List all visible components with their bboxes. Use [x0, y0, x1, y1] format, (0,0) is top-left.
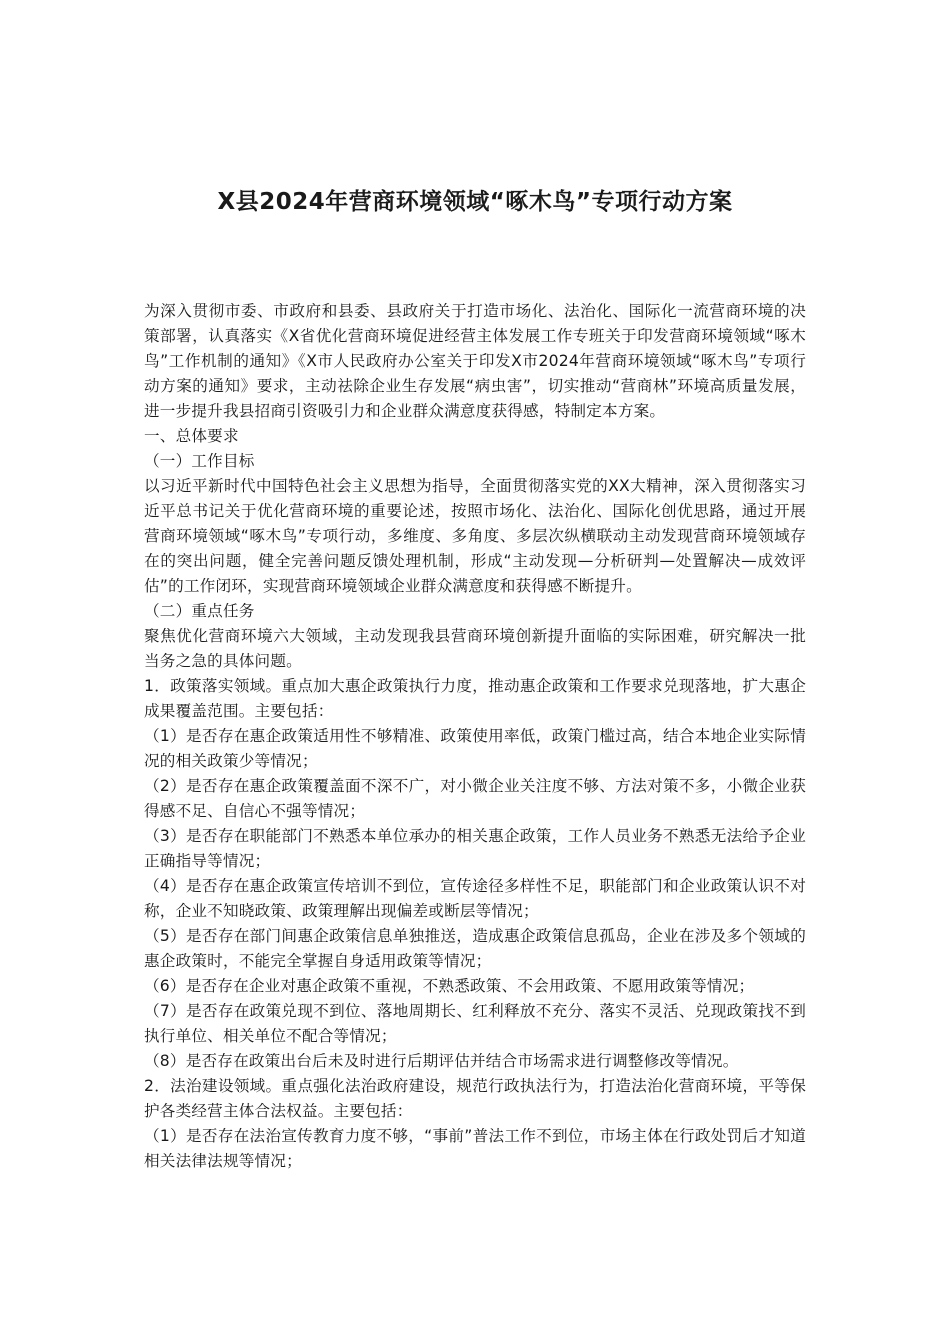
- list-item: （5）是否存在部门间惠企政策信息单独推送，造成惠企政策信息孤岛，企业在涉及多个领域的惠企政策时，不能完全掌握自身适用政策等情况；: [144, 927, 806, 970]
- list-item: （6）是否存在企业对惠企政策不重视，不熟悉政策、不会用政策、不愿用政策等情况；: [144, 977, 755, 995]
- paragraph-intro: 为深入贯彻市委、市政府和县委、县政府关于打造市场化、法治化、国际化一流营商环境的决策部署，认真落实《X省优化营商环境促进经营主体发展工作专班关于印发营商环境领域“啄木鸟”工作机制的通知》《X市人民政府办公室关于印发X市2024年营商环境领域“啄木鸟”专项行动方案的通知》要求，主动祛除企业生存发展“病虫害”，切实推动“营商林”环境高质量发展，进一步提升我县招商引资吸引力和企业群众满意度获得感，特制定本方案。: [144, 302, 806, 420]
- item-policy-implementation: 1．政策落实领域。重点加大惠企政策执行力度，推动惠企政策和工作要求兑现落地，扩大惠企成果覆盖范围。主要包括：: [144, 677, 806, 720]
- list-item: （1）是否存在法治宣传教育力度不够，“事前”普法工作不到位，市场主体在行政处罚后才知道相关法律法规等情况；: [144, 1127, 806, 1170]
- list-item: （4）是否存在惠企政策宣传培训不到位，宣传途径多样性不足，职能部门和企业政策认识不对称，企业不知晓政策、政策理解出现偏差或断层等情况；: [144, 877, 806, 920]
- paragraph-key-tasks: 聚焦优化营商环境六大领域，主动发现我县营商环境创新提升面临的实际困难，研究解决一批当务之急的具体问题。: [144, 627, 806, 670]
- list-item: （8）是否存在政策出台后未及时进行后期评估并结合市场需求进行调整修改等情况。: [144, 1052, 739, 1070]
- heading-general-requirements: 一、总体要求: [144, 427, 239, 445]
- list-item: （3）是否存在职能部门不熟悉本单位承办的相关惠企政策，工作人员业务不熟悉无法给予企业正确指导等情况；: [144, 827, 806, 870]
- heading-work-goals: （一）工作目标: [144, 452, 255, 470]
- list-item: （7）是否存在政策兑现不到位、落地周期长、红利释放不充分、落实不灵活、兑现政策找不到执行单位、相关单位不配合等情况；: [144, 1002, 806, 1045]
- paragraph-work-goals: 以习近平新时代中国特色社会主义思想为指导，全面贯彻落实党的XX大精神，深入贯彻落实习近平总书记关于优化营商环境的重要论述，按照市场化、法治化、国际化创优思路，通过开展营商环境领域“啄木鸟”专项行动，多维度、多角度、多层次纵横联动主动发现营商环境领域存在的突出问题，健全完善问题反馈处理机制，形成“主动发现—分析研判—处置解决—成效评估”的工作闭环，实现营商环境领域企业群众满意度和获得感不断提升。: [144, 477, 806, 595]
- item-rule-of-law: 2．法治建设领域。重点强化法治政府建设，规范行政执法行为，打造法治化营商环境，平等保护各类经营主体合法权益。主要包括：: [144, 1077, 806, 1120]
- document-title: X县2024年营商环境领域“啄木鸟”专项行动方案: [217, 189, 733, 215]
- list-item: （1）是否存在惠企政策适用性不够精准、政策使用率低，政策门槛过高，结合本地企业实际情况的相关政策少等情况；: [144, 727, 806, 770]
- document-body: [144, 299, 806, 1174]
- list-item: （2）是否存在惠企政策覆盖面不深不广，对小微企业关注度不够、方法对策不多，小微企业获得感不足、自信心不强等情况；: [144, 777, 806, 820]
- heading-key-tasks: （二）重点任务: [144, 602, 255, 620]
